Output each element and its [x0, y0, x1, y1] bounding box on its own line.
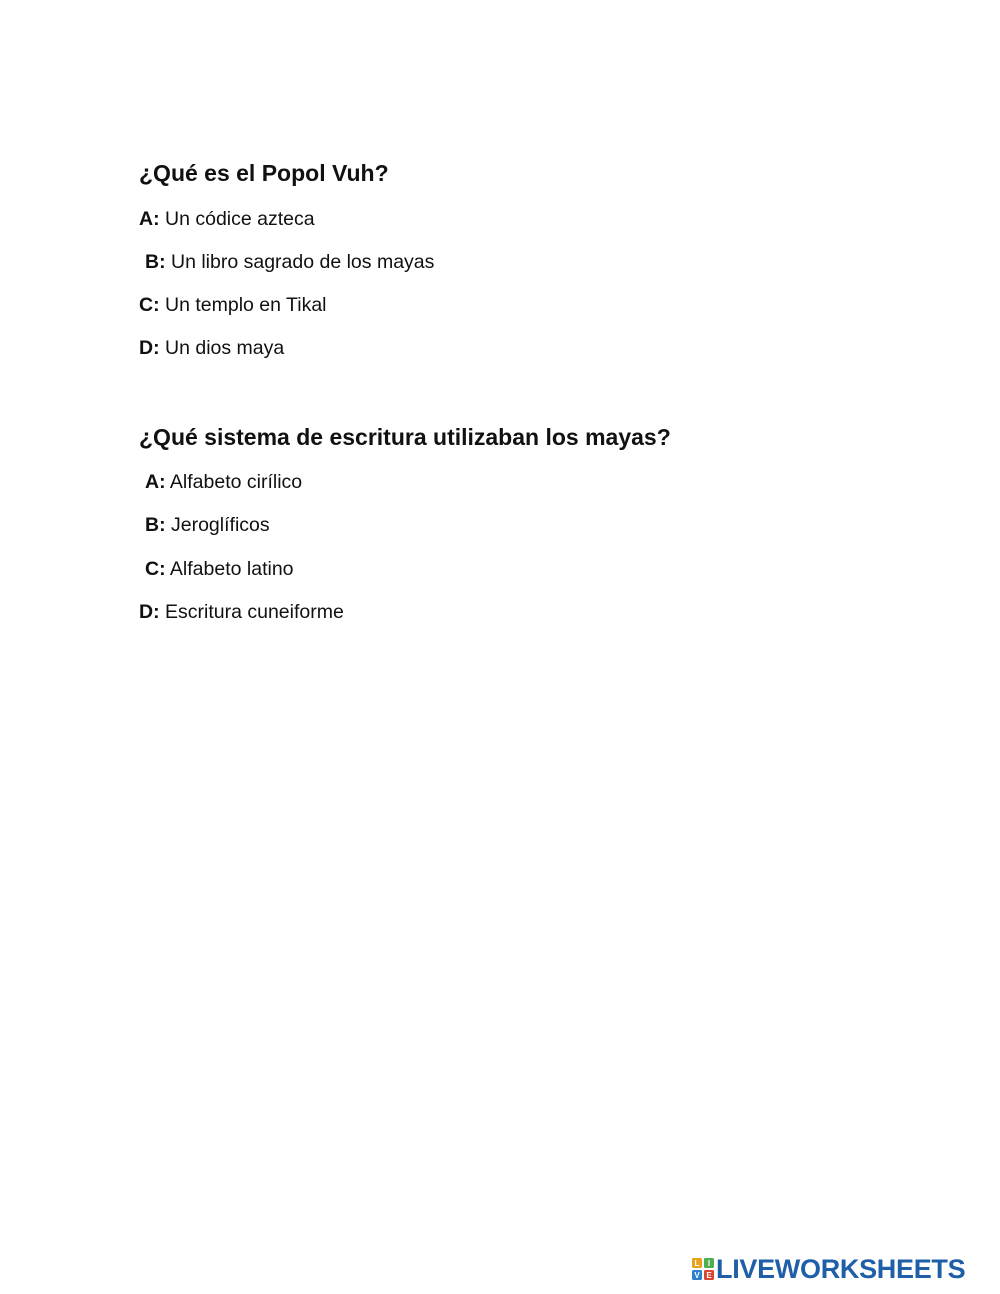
- liveworksheets-logo-icon: [692, 1258, 714, 1280]
- svg-text:E: E: [706, 1271, 712, 1280]
- option-letter: C:: [145, 558, 166, 580]
- option-letter: B:: [145, 514, 166, 536]
- question-1-option-a: [139, 208, 315, 231]
- option-text: Un libro sagrado de los mayas: [171, 251, 435, 273]
- question-1-option-b: [145, 251, 434, 274]
- option-text: Jeroglíficos: [171, 514, 270, 536]
- option-text: Un templo en Tikal: [165, 294, 327, 316]
- question-2-title: ¿Qué sistema de escritura utilizaban los mayas?: [139, 424, 671, 450]
- svg-text:V: V: [694, 1271, 700, 1280]
- svg-text:I: I: [707, 1259, 711, 1268]
- option-letter: D:: [139, 337, 160, 359]
- option-letter: A:: [145, 471, 166, 493]
- option-text: Alfabeto cirílico: [169, 471, 303, 493]
- question-1-title: ¿Qué es el Popol Vuh?: [139, 160, 389, 186]
- question-2-option-a: [145, 471, 302, 494]
- question-1-option-d: [139, 337, 284, 360]
- question-2-option-c: [145, 558, 294, 581]
- liveworksheets-logo: [692, 1256, 965, 1282]
- option-text: Un códice azteca: [165, 208, 315, 230]
- option-letter: B:: [145, 251, 166, 273]
- option-text: Alfabeto latino: [169, 558, 294, 580]
- question-2-option-b: [145, 514, 270, 537]
- option-text: Escritura cuneiforme: [165, 601, 344, 623]
- question-1-option-c: [139, 294, 327, 317]
- option-letter: D:: [139, 601, 160, 623]
- option-text: Un dios maya: [165, 337, 285, 359]
- option-letter: C:: [139, 294, 160, 316]
- svg-text:L: L: [694, 1259, 700, 1268]
- option-letter: A:: [139, 208, 160, 230]
- question-2-option-d: [139, 601, 344, 624]
- liveworksheets-brand-text: LIVEWORKSHEETS: [716, 1254, 966, 1284]
